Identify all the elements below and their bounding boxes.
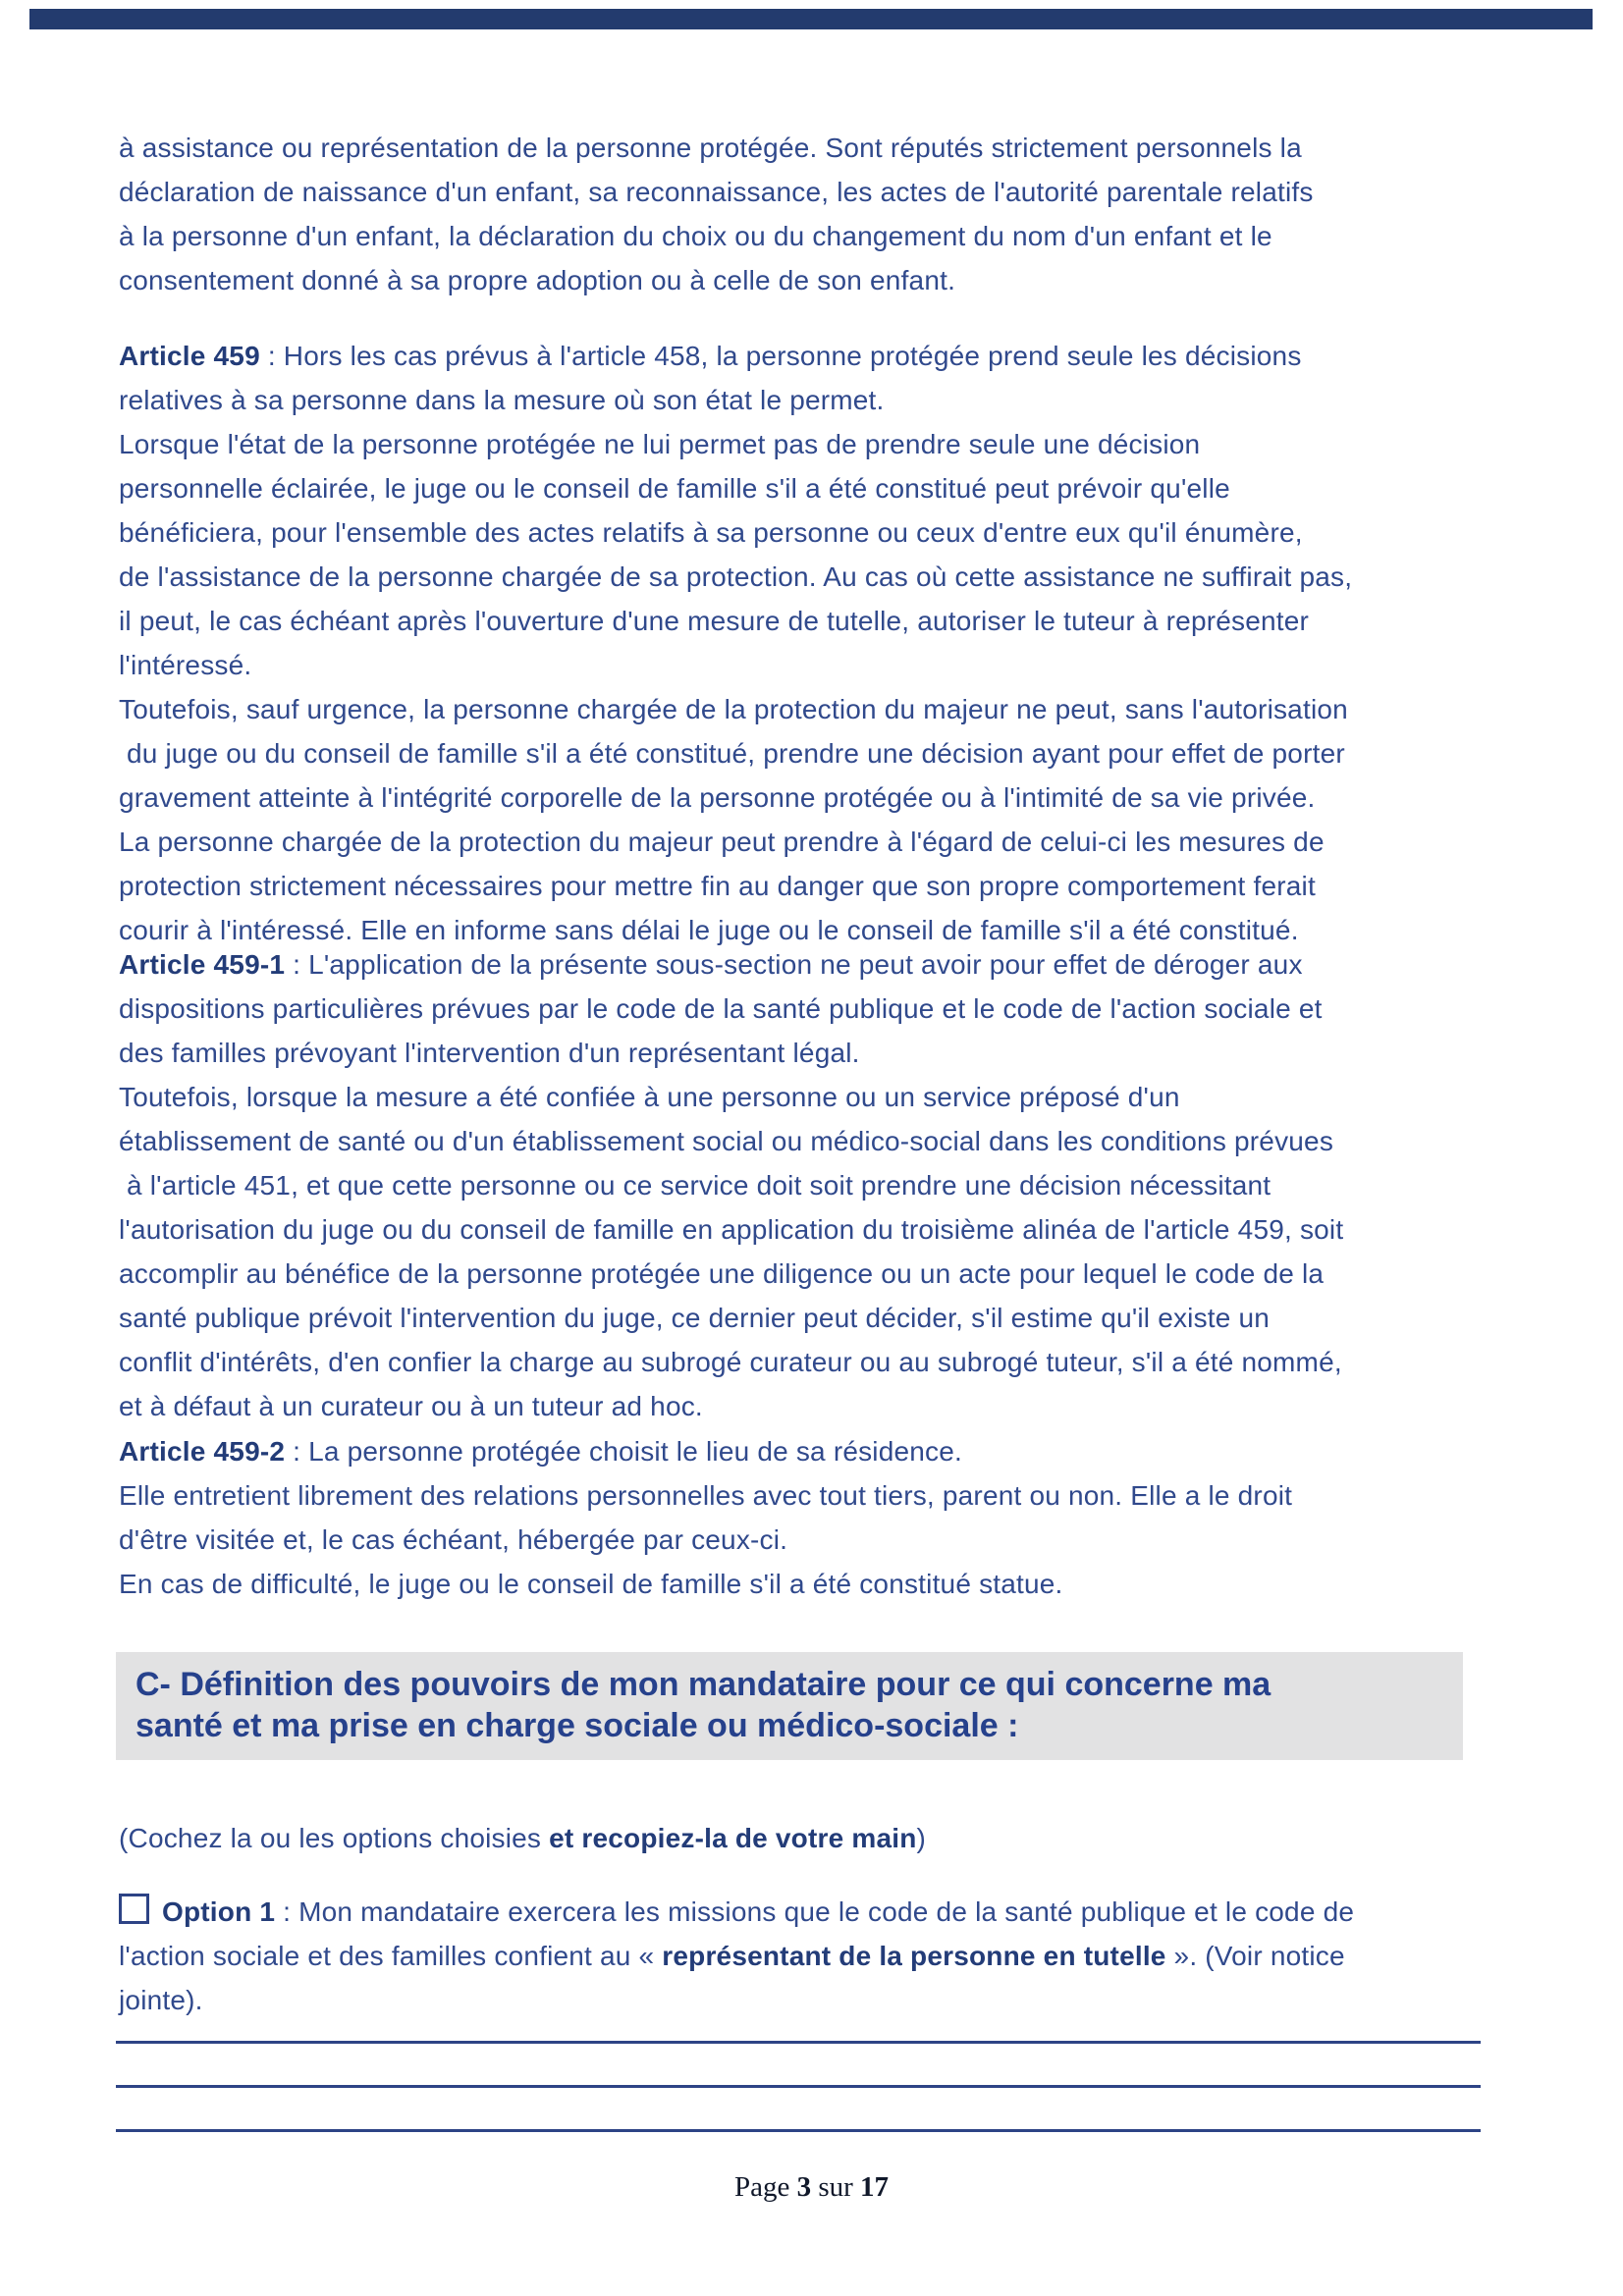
text-line xyxy=(119,1816,926,1860)
text-line xyxy=(135,1705,1443,1746)
text-segment: Lorsque l'état de la personne protégée ne lui permet pas de prendre seule une décision xyxy=(119,429,1201,459)
text-segment: accomplir au bénéfice de la personne protégée une diligence ou un acte pour lequel le code de la xyxy=(119,1258,1325,1289)
text-line xyxy=(119,987,1343,1031)
handwriting-lines xyxy=(116,2041,1481,2173)
text-line xyxy=(119,1890,1354,1934)
text-segment: à assistance ou représentation de la personne protégée. Sont réputés strictement personnels la xyxy=(119,133,1302,163)
text-segment: déclaration de naissance d'un enfant, sa reconnaissance, les actes de l'autorité parentale relatifs xyxy=(119,177,1314,207)
text-line xyxy=(119,1252,1343,1296)
text-segment: protection strictement nécessaires pour mettre fin au danger que son propre comportement ferait xyxy=(119,871,1316,901)
text-line xyxy=(119,942,1343,987)
text-line xyxy=(119,820,1352,864)
text-segment: La personne chargée de la protection du majeur peut prendre à l'égard de celui-ci les mesures de xyxy=(119,827,1325,857)
text-segment: établissement de santé ou d'un établissement social ou médico-social dans les conditions prévues xyxy=(119,1126,1334,1156)
text-line xyxy=(119,1340,1343,1384)
text-line xyxy=(119,170,1314,214)
text-segment: En cas de difficulté, le juge ou le conseil de famille s'il a été constitué statue. xyxy=(119,1569,1063,1599)
text-segment: Page xyxy=(733,2171,797,2203)
text-line xyxy=(119,1934,1354,1978)
text-line xyxy=(119,1562,1292,1606)
text-segment: jointe). xyxy=(119,1985,203,2015)
bold-text-segment: Article 459 xyxy=(119,341,260,371)
text-segment: courir à l'intéressé. Elle en informe sans délai le juge ou le conseil de famille s'il a été constitué. xyxy=(119,915,1299,945)
text-segment: ». (Voir notice xyxy=(1165,1941,1345,1971)
option-1-checkbox[interactable] xyxy=(119,1894,149,1924)
text-segment: sur xyxy=(811,2171,861,2203)
bold-text-segment: Option 1 xyxy=(162,1896,276,1927)
text-segment: : Hors les cas prévus à l'article 458, la personne protégée prend seule les décisions xyxy=(259,341,1302,371)
text-line xyxy=(119,1429,1292,1473)
text-segment: consentement donné à sa propre adoption ou à celle de son enfant. xyxy=(119,265,956,295)
section-c-header xyxy=(116,1652,1463,1760)
text-line xyxy=(119,126,1314,170)
text-segment: ) xyxy=(916,1823,927,1853)
handwriting-line[interactable] xyxy=(116,2041,1481,2044)
text-segment: gravement atteinte à l'intégrité corporelle de la personne protégée ou à l'intimité de sa vie privée. xyxy=(119,782,1316,813)
text-line xyxy=(119,643,1352,687)
article-459-paragraph xyxy=(119,334,1352,952)
text-line xyxy=(119,422,1352,466)
text-segment: Elle entretient librement des relations personnelles avec tout tiers, parent ou non. Elle a le droit xyxy=(119,1480,1293,1511)
text-line xyxy=(119,1384,1343,1428)
bold-text-segment: Article 459-2 xyxy=(119,1436,286,1467)
handwriting-line[interactable] xyxy=(116,2085,1481,2088)
text-segment: : L'application de la présente sous-section ne peut avoir pour effet de déroger aux xyxy=(285,949,1303,980)
text-segment: il peut, le cas échéant après l'ouverture d'une mesure de tutelle, autoriser le tuteur à représenter xyxy=(119,606,1310,636)
text-segment: l'action sociale et des familles confient au « xyxy=(119,1941,663,1971)
bold-text-segment: Article 459-1 xyxy=(119,949,286,980)
text-segment: Toutefois, sauf urgence, la personne chargée de la protection du majeur ne peut, sans l'autorisation xyxy=(119,694,1348,724)
text-segment: C- Définition des pouvoirs de mon mandataire pour ce qui concerne ma xyxy=(135,1666,1271,1703)
bold-text-segment: 17 xyxy=(860,2171,890,2203)
bold-text-segment: et recopiez-la de votre main xyxy=(549,1823,917,1853)
text-segment: d'être visitée et, le cas échéant, hébergée par ceux-ci. xyxy=(119,1524,788,1555)
text-segment: l'autorisation du juge ou du conseil de famille en application du troisième alinéa de l'article 459, soit xyxy=(119,1214,1344,1245)
text-line xyxy=(119,775,1352,820)
text-line xyxy=(119,1075,1343,1119)
text-line xyxy=(119,214,1314,258)
text-segment: dispositions particulières prévues par le code de la santé publique et le code de l'action sociale et xyxy=(119,993,1323,1024)
text-line xyxy=(119,510,1352,555)
text-segment: : La personne protégée choisit le lieu de sa résidence. xyxy=(285,1436,962,1467)
text-line xyxy=(119,1473,1292,1518)
option-1-paragraph xyxy=(119,1890,1354,2022)
text-line xyxy=(119,378,1352,422)
text-line xyxy=(119,864,1352,908)
text-line xyxy=(119,1119,1343,1163)
page-top-border xyxy=(29,9,1593,29)
text-segment: conflit d'intérêts, d'en confier la charge au subrogé curateur ou au subrogé tuteur, s'il a été nommé, xyxy=(119,1347,1342,1377)
text-line xyxy=(119,555,1352,599)
text-segment: de l'assistance de la personne chargée de sa protection. Au cas où cette assistance ne suffirait pas, xyxy=(119,561,1353,592)
text-segment: bénéficiera, pour l'ensemble des actes relatifs à sa personne ou ceux d'entre eux qu'il énumère, xyxy=(119,517,1303,548)
text-line xyxy=(119,1207,1343,1252)
text-segment: (Cochez la ou les options choisies xyxy=(119,1823,550,1853)
text-line xyxy=(119,731,1352,775)
text-segment: relatives à sa personne dans la mesure où son état le permet. xyxy=(119,385,885,415)
text-segment: personnelle éclairée, le juge ou le conseil de famille s'il a été constitué peut prévoir qu'elle xyxy=(119,473,1230,504)
text-segment: l'intéressé. xyxy=(119,650,252,680)
text-line xyxy=(119,1031,1343,1075)
checkbox-instruction xyxy=(119,1816,926,1860)
text-line xyxy=(119,1518,1292,1562)
page-footer xyxy=(0,2171,1623,2204)
text-segment: Toutefois, lorsque la mesure a été confiée à une personne ou un service préposé d'un xyxy=(119,1082,1180,1112)
text-line xyxy=(119,1163,1343,1207)
text-line xyxy=(119,334,1352,378)
text-line xyxy=(119,1296,1343,1340)
text-segment: à l'article 451, et que cette personne ou ce service doit soit prendre une décision nécessitant xyxy=(119,1170,1271,1201)
text-segment: des familles prévoyant l'intervention d'un représentant légal. xyxy=(119,1038,860,1068)
text-line xyxy=(119,599,1352,643)
text-line xyxy=(135,1664,1443,1705)
intro-paragraph xyxy=(119,126,1314,302)
text-line xyxy=(0,2171,1623,2204)
text-segment: du juge ou du conseil de famille s'il a été constitué, prendre une décision ayant pour effet de porter xyxy=(119,738,1345,769)
text-line xyxy=(119,258,1314,302)
text-segment: et à défaut à un curateur ou à un tuteur ad hoc. xyxy=(119,1391,703,1421)
text-line xyxy=(119,466,1352,510)
handwriting-line[interactable] xyxy=(116,2129,1481,2132)
text-line xyxy=(119,687,1352,731)
text-segment: santé publique prévoit l'intervention du juge, ce dernier peut décider, s'il estime qu'il existe un xyxy=(119,1303,1271,1333)
text-segment: santé et ma prise en charge sociale ou médico-sociale : xyxy=(135,1707,1019,1744)
text-line xyxy=(119,1978,1354,2022)
text-segment: à la personne d'un enfant, la déclaration du choix ou du changement du nom d'un enfant et le xyxy=(119,221,1272,251)
article-459-1-paragraph xyxy=(119,942,1343,1428)
article-459-2-paragraph xyxy=(119,1429,1292,1606)
bold-text-segment: 3 xyxy=(796,2171,812,2203)
bold-text-segment: représentant de la personne en tutelle xyxy=(662,1941,1166,1971)
text-segment: : Mon mandataire exercera les missions que le code de la santé publique et le code de xyxy=(275,1896,1355,1927)
